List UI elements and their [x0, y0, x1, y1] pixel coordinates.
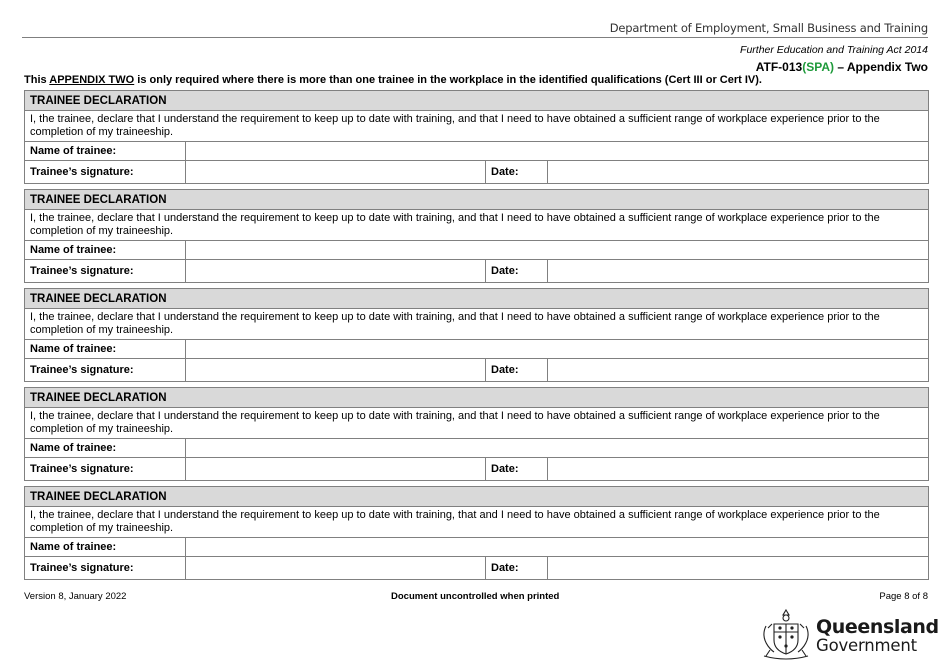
page-number: Page 8 of 8 [879, 591, 928, 602]
name-field[interactable] [186, 340, 929, 359]
signature-field[interactable] [186, 260, 486, 283]
signature-field[interactable] [186, 458, 486, 481]
intro-suffix: is only required where there is more than one trainee in the workplace in the identified qualifications (Cert III or Cert IV). [134, 74, 762, 86]
trainee-declaration-4 [24, 387, 929, 481]
act-title: Further Education and Training Act 2014 [740, 44, 928, 56]
name-label: Name of trainee: [25, 241, 186, 260]
date-field[interactable] [548, 359, 929, 382]
coat-of-arms-icon [758, 606, 814, 662]
queensland-government-logo [758, 606, 939, 662]
logo-line-2: Government [816, 636, 917, 655]
version-text: Version 8, January 2022 [24, 591, 127, 602]
department-name: Department of Employment, Small Business and Training [609, 21, 928, 35]
date-label: Date: [486, 557, 548, 580]
name-label: Name of trainee: [25, 538, 186, 557]
name-label: Name of trainee: [25, 142, 186, 161]
trainee-declaration-5 [24, 486, 929, 580]
name-field[interactable] [186, 142, 929, 161]
signature-label: Trainee’s signature: [25, 557, 186, 580]
declaration-text: I, the trainee, declare that I understand the requirement to keep up to date with training, and that I need to have obtained a sufficient range of workplace experience prior to the completion of my traineeship. [25, 111, 929, 142]
logo-line-1: Queensland [816, 616, 939, 638]
declarations-form [24, 90, 928, 585]
name-field[interactable] [186, 241, 929, 260]
declaration-heading: TRAINEE DECLARATION [25, 388, 929, 408]
signature-field[interactable] [186, 359, 486, 382]
trainee-declaration-2 [24, 189, 929, 283]
signature-field[interactable] [186, 557, 486, 580]
declaration-text: I, the trainee, declare that I understand the requirement to keep up to date with training, and that I need to have obtained a sufficient range of workplace experience prior to the completion of my traineeship. [25, 210, 929, 241]
trainee-declaration-1 [24, 90, 929, 184]
name-field[interactable] [186, 439, 929, 458]
declaration-heading: TRAINEE DECLARATION [25, 289, 929, 309]
date-label: Date: [486, 260, 548, 283]
form-code: ATF-013 [755, 60, 803, 74]
date-field[interactable] [548, 260, 929, 283]
intro-text [24, 74, 762, 86]
name-label: Name of trainee: [25, 340, 186, 359]
date-field[interactable] [548, 557, 929, 580]
declaration-heading: TRAINEE DECLARATION [25, 91, 929, 111]
name-field[interactable] [186, 538, 929, 557]
declaration-text: I, the trainee, declare that I understand the requirement to keep up to date with training, and that I need to have obtained a sufficient range of workplace experience prior to the completion of my traineeship. [25, 309, 929, 340]
declaration-heading: TRAINEE DECLARATION [25, 487, 929, 507]
intro-prefix: This [24, 74, 50, 86]
name-label: Name of trainee: [25, 439, 186, 458]
date-label: Date: [486, 161, 548, 184]
date-field[interactable] [548, 458, 929, 481]
header-divider [22, 37, 928, 38]
declaration-text: I, the trainee, declare that I understand the requirement to keep up to date with training, that and I need to have obtained a sufficient range of workplace experience prior to the completion of my traineeship. [25, 507, 929, 538]
date-label: Date: [486, 458, 548, 481]
declaration-heading: TRAINEE DECLARATION [25, 190, 929, 210]
form-suffix: – Appendix Two [833, 60, 928, 74]
signature-field[interactable] [186, 161, 486, 184]
signature-label: Trainee’s signature: [25, 458, 186, 481]
date-label: Date: [486, 359, 548, 382]
intro-appendix: APPENDIX TWO [49, 74, 135, 86]
declaration-text: I, the trainee, declare that I understand the requirement to keep up to date with training, and that I need to have obtained a sufficient range of workplace experience prior to the completion of my traineeship. [25, 408, 929, 439]
signature-label: Trainee’s signature: [25, 161, 186, 184]
date-field[interactable] [548, 161, 929, 184]
trainee-declaration-3 [24, 288, 929, 382]
form-reference [756, 60, 928, 74]
form-variant: (SPA) [802, 60, 834, 74]
uncontrolled-notice: Document uncontrolled when printed [391, 591, 560, 602]
signature-label: Trainee’s signature: [25, 260, 186, 283]
signature-label: Trainee’s signature: [25, 359, 186, 382]
